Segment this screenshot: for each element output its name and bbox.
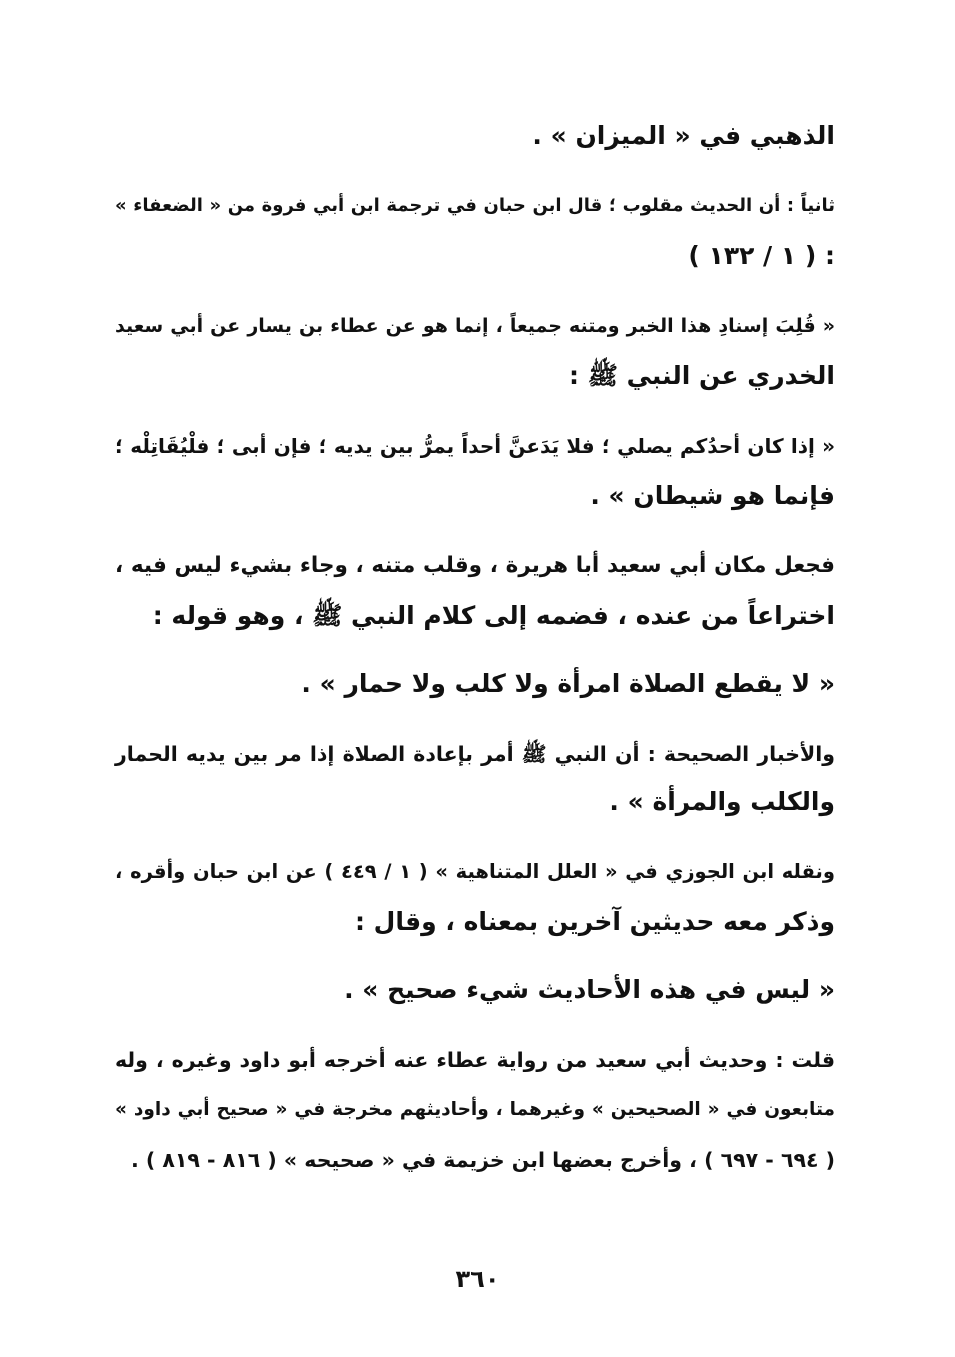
text-line-17: متابعون في « الصحيحين » وغيرهما ، وأحاديثهم مخرجة في « صحيح أبي داود »	[115, 1099, 835, 1120]
text-line-6: « إذا كان أحدُكم يصلي ؛ فلا يَدَعنَّ أحداً يمرُّ بين يديه ؛ فإن أبى ؛ فلْيُقَاتِلْه ؛	[115, 434, 835, 458]
text-line-15: « ليس في هذه الأحاديث شيء صحيح » .	[344, 975, 835, 1004]
text-line-4: « قُلِبَ إسنادِ هذا الخبر ومتنه جميعاً ، إنما هو عن عطاء بن يسار عن أبي سعيد	[115, 315, 835, 337]
text-line-5: الخدري عن النبي ﷺ :	[569, 361, 835, 390]
text-line-11: والأخبار الصحيحة : أن النبي ﷺ أمر بإعادة الصلاة إذا مر بين يديه الحمار	[115, 742, 835, 766]
page-number: ٣٦٠	[455, 1265, 500, 1293]
text-line-12: والكلب والمرأة » .	[609, 787, 835, 816]
text-line-13: ونقله ابن الجوزي في « العلل المتناهية » ( ١ / ٤٤٩ ) عن ابن حبان وأقره ،	[115, 860, 835, 883]
text-line-1: الذهبي في « الميزان » .	[532, 121, 835, 150]
text-line-10: « لا يقطع الصلاة امرأة ولا كلب ولا حمار » .	[301, 669, 835, 698]
text-line-14: وذكر معه حديثين آخرين بمعناه ، وقال :	[354, 907, 835, 936]
text-line-9: اختراعاً من عنده ، فضمه إلى كلام النبي ﷺ ، وهو قوله :	[152, 601, 835, 630]
text-line-8: فجعل مكان أبي سعيد أبا هريرة ، وقلب متنه ، وجاء بشيء ليس فيه ،	[115, 553, 835, 578]
text-line-2: ثانياً : أن الحديث مقلوب ؛ قال ابن حبان في ترجمة ابن أبي فروة من « الضعفاء »	[115, 195, 835, 216]
text-line-3: ( ١ / ١٣٢ ) :	[688, 241, 835, 270]
text-line-18: ( ٦٩٤ - ٦٩٧ ) ، وأخرج بعضها ابن خزيمة في « صحيحه » ( ٨١٦ - ٨١٩ ) .	[130, 1148, 835, 1172]
text-line-7: فإنما هو شيطان » .	[590, 481, 835, 510]
text-line-16: قلت : وحديث أبي سعيد من رواية عطاء عنه أخرجه أبو داود وغيره ، وله	[115, 1048, 835, 1072]
